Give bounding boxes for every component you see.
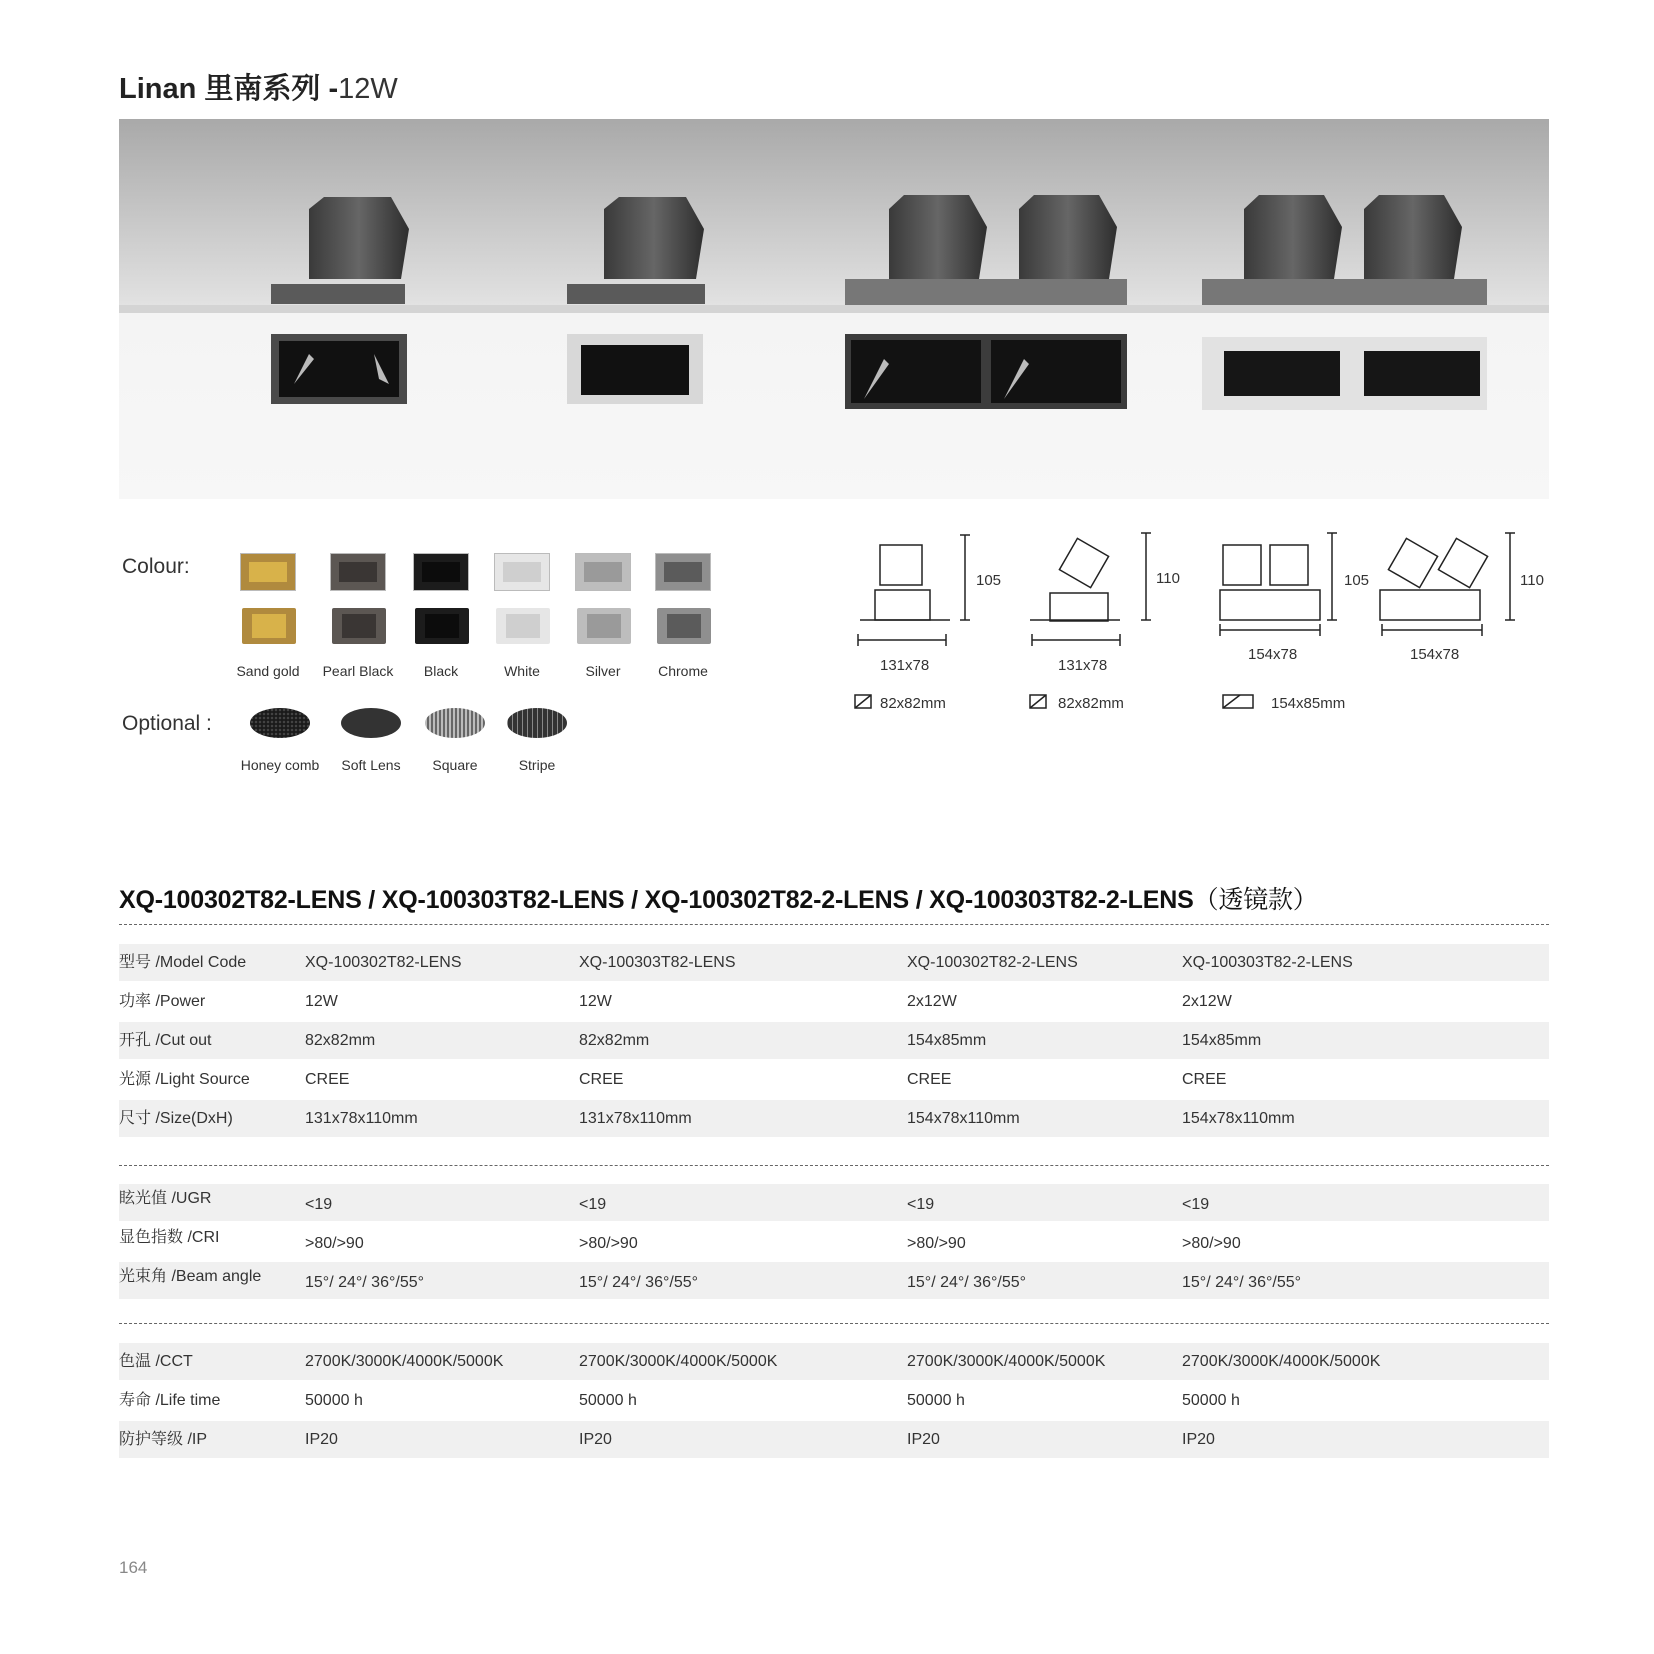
colour-swatch-label: White <box>504 663 540 679</box>
spec-value: 2700K/3000K/4000K/5000K <box>1182 1353 1381 1370</box>
spec-value: 15°/ 24°/ 36°/55° <box>305 1274 425 1291</box>
dim-4-size: 154x78 <box>1410 646 1460 663</box>
spec-row <box>119 1100 1549 1137</box>
spec-value: IP20 <box>907 1431 940 1448</box>
spec-value: >80/>90 <box>907 1235 966 1252</box>
spec-label: 寿命 /Life time <box>119 1392 221 1409</box>
colour-label: Colour: <box>122 555 190 578</box>
colour-swatch-reflector <box>249 562 287 582</box>
colour-swatch-front <box>413 553 469 591</box>
spec-value: 50000 h <box>1182 1392 1240 1409</box>
page-title <box>119 66 398 107</box>
spec-value: IP20 <box>579 1431 612 1448</box>
spec-label: 防护等级 /IP <box>119 1431 208 1448</box>
spec-value: CREE <box>907 1071 952 1088</box>
models-title-cn: （透镜款） <box>1193 886 1318 914</box>
colour-swatch-reflector <box>425 614 459 638</box>
spec-value: >80/>90 <box>1182 1235 1241 1252</box>
spec-row <box>119 1223 1549 1260</box>
dimension-drawing-4 <box>1380 533 1515 636</box>
colour-swatch-reflector <box>252 614 286 638</box>
spec-value: 50000 h <box>579 1392 637 1409</box>
spec-value: XQ-100303T82-2-LENS <box>1182 954 1353 971</box>
spec-value: 15°/ 24°/ 36°/55° <box>907 1274 1027 1291</box>
colour-swatch-reflector <box>667 614 701 638</box>
dimension-drawing-3 <box>1220 533 1337 708</box>
spec-value: XQ-100303T82-LENS <box>579 954 736 971</box>
spec-label: 型号 /Model Code <box>119 954 247 971</box>
models-title-text: XQ-100302T82-LENS / XQ-100303T82-LENS / XQ-100302T82-2-LENS / XQ-100303T82-2-LENS <box>119 886 1194 914</box>
spec-value: CREE <box>1182 1071 1227 1088</box>
dim-4-height: 110 <box>1520 572 1544 589</box>
spec-value: CREE <box>579 1071 624 1088</box>
spec-value: <19 <box>1182 1196 1210 1213</box>
spec-value: IP20 <box>305 1431 338 1448</box>
optional-lens-stripe <box>507 708 567 738</box>
colour-swatch-reflector <box>503 562 541 582</box>
page-title-power: 12W <box>338 73 398 105</box>
spec-row <box>119 1184 1549 1221</box>
colour-swatches <box>210 550 730 690</box>
spec-label: 显色指数 /CRI <box>119 1229 220 1246</box>
spec-value: 154x78x110mm <box>1182 1110 1295 1127</box>
spec-value: 2x12W <box>1182 993 1232 1010</box>
page-title-series: Linan 里南系列 - <box>119 73 339 105</box>
dim-2-cutout: 82x82mm <box>1058 695 1124 712</box>
spec-value: 50000 h <box>305 1392 363 1409</box>
colour-swatch-angled <box>657 608 711 644</box>
dim-3-cutout: 154x85mm <box>1271 695 1346 712</box>
spec-value: 12W <box>579 993 612 1010</box>
spec-label: 色温 /CCT <box>119 1353 193 1370</box>
spec-row <box>119 944 1549 981</box>
spec-label: 功率 /Power <box>119 993 206 1010</box>
colour-swatch-front <box>494 553 550 591</box>
spec-value: 131x78x110mm <box>579 1110 692 1127</box>
spec-value: XQ-100302T82-2-LENS <box>907 954 1078 971</box>
product-render-illustration <box>119 119 1549 499</box>
colour-swatch-front <box>240 553 296 591</box>
colour-swatch-label: Pearl Black <box>322 663 394 679</box>
spec-value: 15°/ 24°/ 36°/55° <box>579 1274 699 1291</box>
spec-value: 154x78x110mm <box>907 1110 1020 1127</box>
colour-swatch-reflector <box>339 562 377 582</box>
spec-value: >80/>90 <box>579 1235 638 1252</box>
spec-label: 光束角 /Beam angle <box>119 1268 262 1285</box>
colour-swatch-label: Black <box>423 663 459 679</box>
spec-value: <19 <box>305 1196 333 1213</box>
spec-value: 2700K/3000K/4000K/5000K <box>907 1353 1106 1370</box>
optional-accessories <box>210 700 590 780</box>
colour-swatch-reflector <box>587 614 621 638</box>
dim-1-size: 131x78 <box>880 657 930 674</box>
spec-row <box>119 1262 1549 1299</box>
spec-label: 眩光值 /UGR <box>119 1190 212 1207</box>
spec-value: 2700K/3000K/4000K/5000K <box>579 1353 778 1370</box>
spec-value: 2700K/3000K/4000K/5000K <box>305 1353 504 1370</box>
colour-swatch-label: Chrome <box>658 663 708 679</box>
dim-3-size: 154x78 <box>1248 646 1298 663</box>
spec-row <box>119 1382 1549 1419</box>
colour-swatch-angled <box>577 608 631 644</box>
colour-swatch-reflector <box>664 562 702 582</box>
optional-label-text: Square <box>432 757 478 773</box>
dim-2-size: 131x78 <box>1058 657 1108 674</box>
spec-value: 154x85mm <box>1182 1032 1262 1049</box>
dimension-drawing-2 <box>1030 533 1151 708</box>
spec-value: 2x12W <box>907 993 957 1010</box>
spec-value: 50000 h <box>907 1392 965 1409</box>
spec-value: XQ-100302T82-LENS <box>305 954 462 971</box>
product-hero-image <box>119 119 1549 499</box>
spec-label: 光源 /Light Source <box>119 1071 250 1088</box>
colour-swatch-front <box>655 553 711 591</box>
optional-label: Optional : <box>122 712 212 735</box>
dim-2-height: 110 <box>1156 570 1180 587</box>
colour-swatch-angled <box>332 608 386 644</box>
spec-row <box>119 1343 1549 1380</box>
colour-swatch-reflector <box>342 614 376 638</box>
dimension-line-art <box>850 530 1550 720</box>
optional-lens-honey <box>250 708 310 738</box>
spec-row <box>119 983 1549 1020</box>
divider <box>119 1165 1549 1166</box>
divider <box>119 924 1549 925</box>
colour-swatch-angled <box>242 608 296 644</box>
spec-value: 82x82mm <box>579 1032 650 1049</box>
colour-swatch-reflector <box>422 562 460 582</box>
models-title <box>119 880 1318 916</box>
optional-lens-soft <box>341 708 401 738</box>
spec-value: >80/>90 <box>305 1235 364 1252</box>
dim-1-cutout: 82x82mm <box>880 695 946 712</box>
spec-value: 82x82mm <box>305 1032 376 1049</box>
page-number: 164 <box>119 1558 148 1577</box>
colour-swatch-angled <box>415 608 469 644</box>
spec-label: 开孔 /Cut out <box>119 1032 212 1049</box>
spec-value: <19 <box>579 1196 607 1213</box>
colour-swatch-front <box>575 553 631 591</box>
spec-row <box>119 1421 1549 1458</box>
colour-swatch-angled <box>496 608 550 644</box>
spec-value: CREE <box>305 1071 350 1088</box>
spec-value: 15°/ 24°/ 36°/55° <box>1182 1274 1302 1291</box>
colour-swatch-reflector <box>584 562 622 582</box>
divider <box>119 1323 1549 1324</box>
colour-swatch-front <box>330 553 386 591</box>
colour-swatch-label: Sand gold <box>236 663 300 679</box>
optional-label-text: Stripe <box>518 757 556 773</box>
dim-3-height: 105 <box>1344 572 1370 589</box>
spec-value: <19 <box>907 1196 935 1213</box>
spec-label: 尺寸 /Size(DxH) <box>119 1110 233 1127</box>
spec-value: 154x85mm <box>907 1032 987 1049</box>
spec-value: 12W <box>305 993 338 1010</box>
spec-row <box>119 1061 1549 1098</box>
spec-value: IP20 <box>1182 1431 1215 1448</box>
colour-swatch-reflector <box>506 614 540 638</box>
spec-row <box>119 1022 1549 1059</box>
colour-swatch-label: Silver <box>585 663 621 679</box>
spec-value: 131x78x110mm <box>305 1110 418 1127</box>
dimension-drawings <box>850 530 1550 720</box>
optional-label-text: Soft Lens <box>341 757 401 773</box>
dimension-drawing-1 <box>855 535 970 708</box>
dim-1-height: 105 <box>976 572 1002 589</box>
optional-lens-square <box>425 708 485 738</box>
optional-label-text: Honey comb <box>240 757 320 773</box>
